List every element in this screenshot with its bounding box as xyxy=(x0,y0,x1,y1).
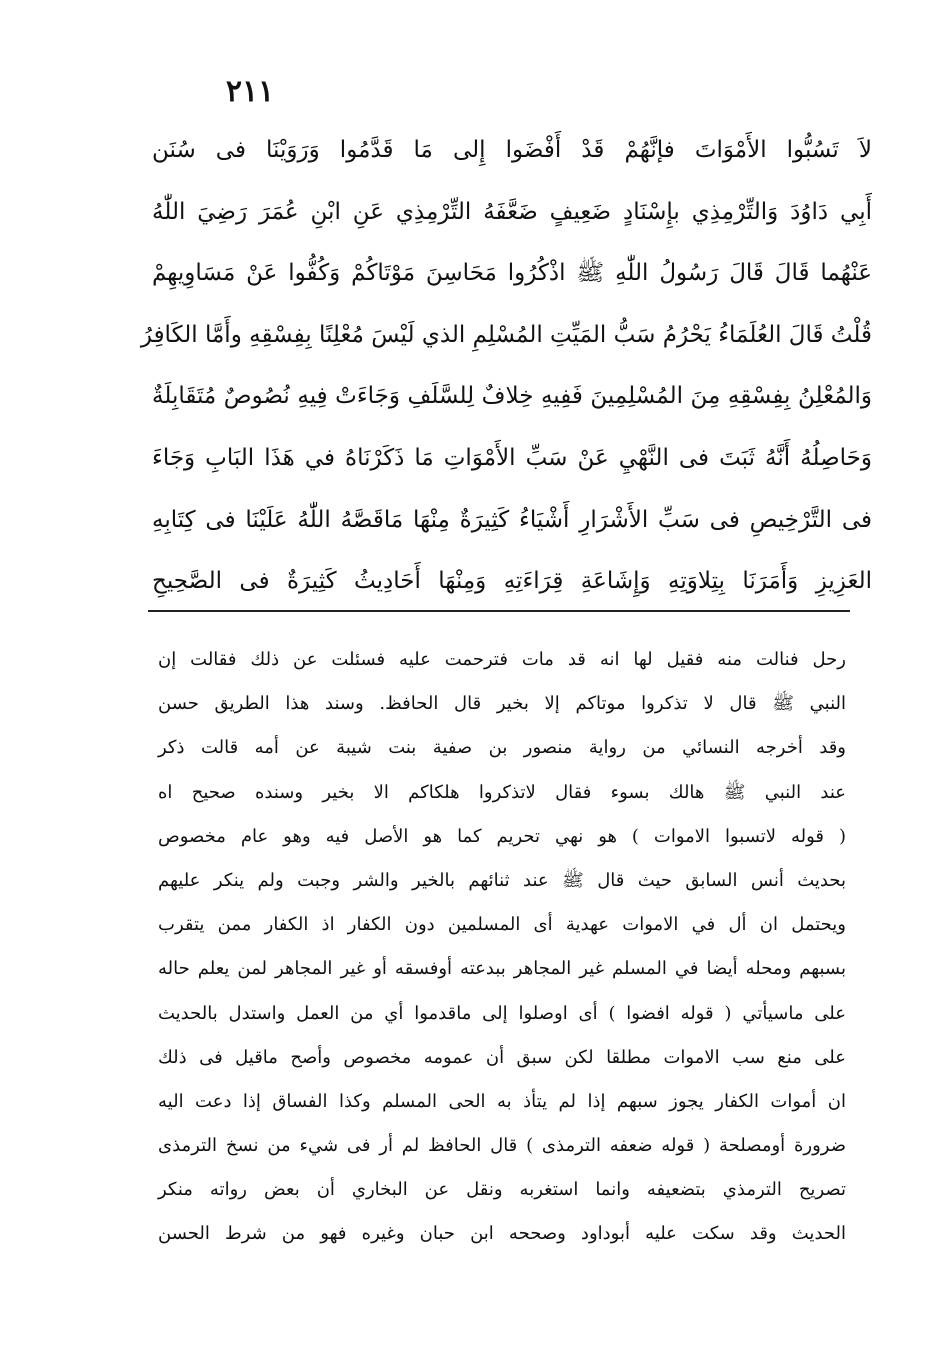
main-text-line: وَحَاصِلُهُ أَنَّهُ ثَبَتَ فى النَّهْيِ عَنْ سَبِّ الأَمْوَاتِ مَا ذَكَرْنَاهُ في هَذَا البَابِ وَجَاءَ xyxy=(152,444,872,471)
main-text-line: العَزِيزِ وَأَمَرَنَا بِتِلاوَتِهِ وَإِشَاعَةِ قِرَاءَتِهِ وَمِنْهَا أَحَادِيثُ كَثِيرَةٌ فى الصَّحِيحِ xyxy=(152,568,872,595)
main-text-line: أَبِي دَاوُدَ وَالتِّرْمِذِي بإِسْنَادٍ ضَعِيفٍ ضَعَّفَهُ التِّرْمِذِي عَنِ ابْنِ عُمَرَ رَضِيَ اللّٰهُ xyxy=(152,198,872,225)
commentary-line: ويحتمل ان أل في الاموات عهدية أى المسلمين دون الكفار اذ الكفار ممن يتقرب xyxy=(158,914,846,936)
commentary-line: وقد أخرجه النسائي من رواية منصور بن صفية بنت شيبة عن أمه قالت ذكر xyxy=(158,737,846,759)
commentary-line: تصريح الترمذي بتضعيفه وانما استغربه ونقل عن البخاري أن بعض رواته منكر xyxy=(158,1179,846,1201)
main-text-line: لاَ تَسُبُّوا الأَمْوَاتَ فإنَّهُمْ قَدْ أَفْضَوا إِلى مَا قَدَّمُوا وَرَوَيْنَا فى سُنَن xyxy=(152,137,872,163)
commentary-footnotes xyxy=(158,638,846,1257)
commentary-line: رحل فنالت منه فقيل لها انه قد مات فترحمت عليه فسئلت عن ذلك فقالت إن xyxy=(158,649,846,670)
main-text-line: وَالمُعْلِنُ بِفِسْقِهِ مِنَ المُسْلِمِينَ فَفِيهِ خِلافٌ لِلسَّلَفِ وَجَاءَتْ فِيهِ نُصُوصٌ مُتَقَابِلَةٌ xyxy=(152,383,872,410)
commentary-line: على منع سب الاموات مطلقا لكن سبق أن عمومه مخصوص وأصح ماقيل فى ذلك xyxy=(158,1046,846,1068)
main-text-line: عَنْهُما قَالَ قَالَ رَسُولُ اللّٰهِ ﷺ اذْكُرُوا مَحَاسِنَ مَوْتَاكُمْ وَكُفُّوا عَنْ مَسَاوِيهِمْ xyxy=(152,260,872,287)
commentary-line: عند النبي ﷺ هالك بسوء فقال لاتذكروا هلكاكم الا بخير وسنده صحيح اه xyxy=(158,781,846,803)
page-number: ٢١١ xyxy=(225,74,275,109)
commentary-line: ان أموات الكفار يجوز سبهم إذا لم يتأذ به الحى المسلم وكذا الفساق إذا دعت اليه xyxy=(158,1090,846,1112)
commentary-line: على ماسيأتي ( قوله افضوا ) أى اوصلوا إلى ماقدموا أي من العمل واستدل بالحديث xyxy=(158,1002,846,1024)
commentary-line: النبي ﷺ قال لا تذكروا موتاكم إلا بخير قال الحافظ. وسند هذا الطريق حسن xyxy=(158,693,846,715)
commentary-line: ( قوله لاتسبوا الاموات ) هو نهي تحريم كما هو الأصل فيه وهو عام مخصوص xyxy=(158,825,846,847)
commentary-line: ضرورة أومصلحة ( قوله ضعفه الترمذى ) قال الحافظ لم أر فى شيء من نسخ الترمذى xyxy=(158,1135,846,1157)
commentary-line: بسبهم ومحله أيضا في المسلم غير المجاهر ببدعته أوفسقه أو غير المجاهر لمن يعلم حاله xyxy=(158,958,846,980)
main-text-line: قُلْتُ قَالَ العُلَمَاءُ يَحْرُمُ سَبُّ المَيِّتِ المُسْلِمِ الذي لَيْسَ مُعْلِنًا بِفِسْقِهِ وأَمَّا الكَافِرُ xyxy=(140,321,872,348)
commentary-line: الحديث وقد سكت عليه أبوداود وصححه ابن حبان وغيره فهو من شرط الحسن xyxy=(158,1223,846,1245)
divider-rule xyxy=(148,610,850,612)
main-text-line: فى التَّرْخِيصِ فى سَبِّ الأَشْرَارِ أَشْيَاءُ كَثِيرَةٌ مِنْهَا مَاقَصَّهُ اللّٰهُ عَلَيْنَا فى كِتَابِهِ xyxy=(152,506,872,533)
commentary-line: بحديث أنس السابق حيث قال ﷺ عند ثنائهم بالخير والشر وجبت ولم ينكر عليهم xyxy=(158,869,846,891)
main-text xyxy=(140,120,872,613)
